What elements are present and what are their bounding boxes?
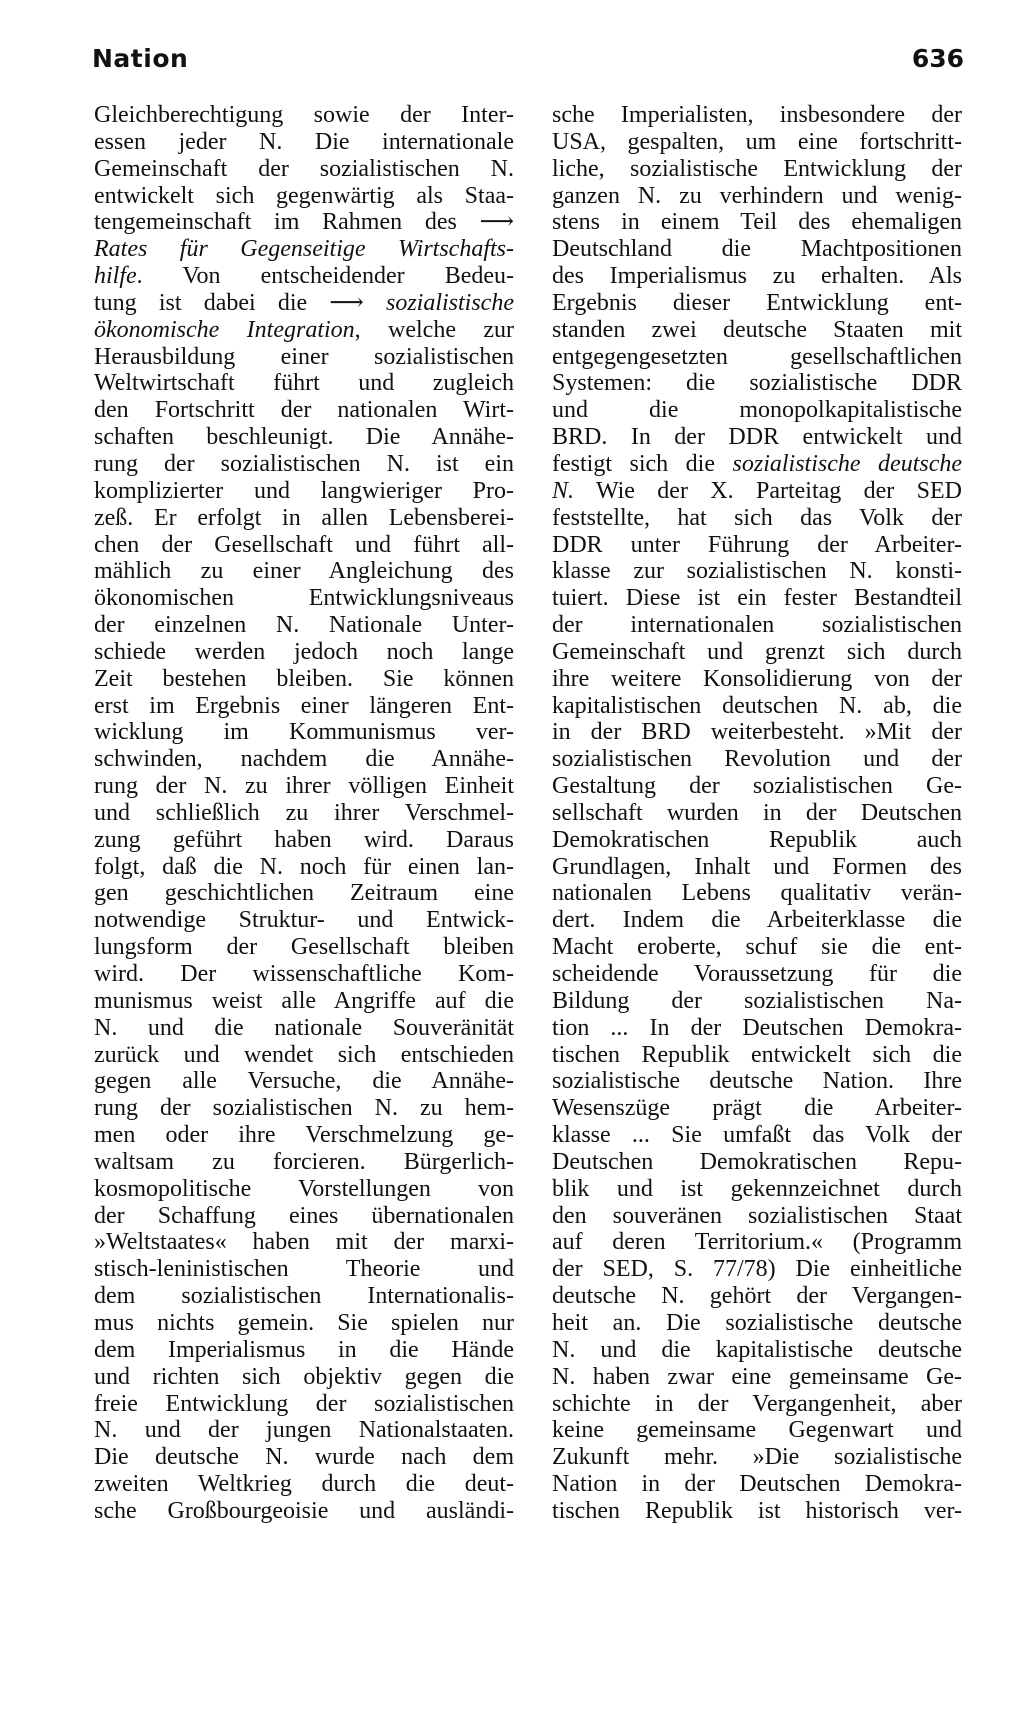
text-line: Ergebnis dieser Entwicklung ent- [552,289,962,316]
text-line: Zukunft mehr. »Die sozialistische [552,1444,962,1471]
text-line: chen der Gesellschaft und führt all- [94,531,514,558]
text-line: schaften beschleunigt. Die Annähe- [94,424,514,451]
text-line: Macht eroberte, schuf sie die ent- [552,934,962,961]
text-line: dert. Indem die Arbeiterklasse die [552,907,962,934]
text-line: ihre weitere Konsolidierung von der [552,665,962,692]
text-line: tischen Republik entwickelt sich die [552,1041,962,1068]
text-line: ganzen N. zu verhindern und wenig- [552,182,962,209]
text-line: der SED, S. 77/78) Die einheitliche [552,1256,962,1283]
text-line: stisch-leninistischen Theorie und [94,1256,514,1283]
text-line: ökonomischen Entwicklungsniveaus [94,585,514,612]
text-line: munismus weist alle Angriffe auf die [94,987,514,1014]
text-line: schichte in der Vergangenheit, aber [552,1390,962,1417]
text-line: den souveränen sozialistischen Staat [552,1202,962,1229]
text-line: essen jeder N. Die internationale [94,128,514,155]
text-line: dem sozialistischen Internationalis- [94,1283,514,1310]
text-line: liche, sozialistische Entwicklung der [552,155,962,182]
text-line: keine gemeinsame Gegenwart und [552,1417,962,1444]
text-line: tuiert. Diese ist ein fester Bestandteil [552,585,962,612]
text-line: mus nichts gemein. Sie spielen nur [94,1309,514,1336]
text-line: wicklung im Kommunismus ver- [94,719,514,746]
text-line: komplizierter und langwieriger Pro- [94,477,514,504]
text-line: ökonomische Integration, welche zur [94,316,514,343]
text-line: den Fortschritt der nationalen Wirt- [94,397,514,424]
text-line: feststellte, hat sich das Volk der [552,504,962,531]
text-line: dem Imperialismus in die Hände [94,1336,514,1363]
text-line: entwickelt sich gegenwärtig als Staa- [94,182,514,209]
text-line: Gemeinschaft und grenzt sich durch [552,638,962,665]
text-line: und richten sich objektiv gegen die [94,1363,514,1390]
text-line: Nation in der Deutschen Demokra- [552,1471,962,1498]
text-line: men oder ihre Verschmelzung ge- [94,1122,514,1149]
text-line: gegen alle Versuche, die Annähe- [94,1068,514,1095]
text-line: klasse ... Sie umfaßt das Volk der [552,1122,962,1149]
text-line: rung der sozialistischen N. ist ein [94,450,514,477]
text-line: Deutschen Demokratischen Repu- [552,1148,962,1175]
text-line: hilfe. Von entscheidender Bedeu- [94,263,514,290]
text-line: deutsche N. gehört der Vergangen- [552,1283,962,1310]
text-line: rung der N. zu ihrer völligen Einheit [94,773,514,800]
text-line: scheidende Voraussetzung für die [552,961,962,987]
text-line: sozialistischen Revolution und der [552,746,962,773]
text-line: tischen Republik ist historisch ver- [552,1497,962,1524]
text-line: blik und ist gekennzeichnet durch [552,1175,962,1202]
text-line: schiede werden jedoch noch lange [94,638,514,665]
text-line: N. haben zwar eine gemeinsame Ge- [552,1363,962,1390]
text-line: Die deutsche N. wurde nach dem [94,1444,514,1471]
text-line: zung geführt haben wird. Daraus [94,826,514,853]
text-line: sellschaft wurden in der Deutschen [552,799,962,826]
text-line: der einzelnen N. Nationale Unter- [94,612,514,639]
text-line: auf deren Territorium.« (Programm [552,1229,962,1256]
text-line: stens in einem Teil des ehemaligen [552,209,962,236]
text-line: Deutschland die Machtpositionen [552,236,962,263]
text-line: Rates für Gegenseitige Wirtschafts- [94,236,514,263]
text-line: gen geschichtlichen Zeitraum eine [94,880,514,907]
text-line: Zeit bestehen bleiben. Sie können [94,665,514,692]
text-line: Gemeinschaft der sozialistischen N. [94,155,514,182]
text-line: notwendige Struktur- und Entwick- [94,907,514,934]
text-line: Demokratischen Republik auch [552,826,962,853]
text-line: nationalen Lebens qualitativ verän- [552,880,962,907]
text-line: »Weltstaates« haben mit der marxi- [94,1229,514,1256]
text-line: tion ... In der Deutschen Demokra- [552,1014,962,1041]
text-line: kapitalistischen deutschen N. ab, die [552,692,962,719]
text-line: klasse zur sozialistischen N. konsti- [552,558,962,585]
text-line: Weltwirtschaft führt und zugleich [94,370,514,397]
text-line: Herausbildung einer sozialistischen [94,343,514,370]
text-line: Gestaltung der sozialistischen Ge- [552,773,962,800]
text-line: N. und der jungen Nationalstaaten. [94,1417,514,1444]
text-line: USA, gespalten, um eine fortschritt- [552,128,962,155]
text-line: sozialistische deutsche Nation. Ihre [552,1068,962,1095]
text-line: des Imperialismus zu erhalten. Als [552,263,962,290]
text-line: DDR unter Führung der Arbeiter- [552,531,962,558]
header-keyword: Nation [92,44,189,73]
text-line: in der BRD weiterbesteht. »Mit der [552,719,962,746]
text-line: und schließlich zu ihrer Verschmel- [94,799,514,826]
text-line: sche Großbourgeoisie und ausländi- [94,1497,514,1524]
right-text-column [552,102,962,1525]
text-line: tung ist dabei die ⟶ sozialistische [94,289,514,316]
text-line: waltsam zu forcieren. Bürgerlich- [94,1148,514,1175]
text-line: schwinden, nachdem die Annähe- [94,746,514,773]
text-line: N. Wie der X. Parteitag der SED [552,477,962,504]
text-line: der Schaffung eines übernationalen [94,1202,514,1229]
text-line: wird. Der wissenschaftliche Kom- [94,961,514,987]
text-line: kosmopolitische Vorstellungen von [94,1175,514,1202]
text-line: Wesenszüge prägt die Arbeiter- [552,1095,962,1122]
text-line: zweiten Weltkrieg durch die deut- [94,1471,514,1498]
text-line: zeß. Er erfolgt in allen Lebensberei- [94,504,514,531]
text-line: lungsform der Gesellschaft bleiben [94,934,514,961]
text-line: mählich zu einer Angleichung des [94,558,514,585]
left-text-column [94,102,514,1525]
text-line: heit an. Die sozialistische deutsche [552,1309,962,1336]
text-line: freie Entwicklung der sozialistischen [94,1390,514,1417]
text-line: entgegengesetzten gesellschaftlichen [552,343,962,370]
text-line: zurück und wendet sich entschieden [94,1041,514,1068]
text-line: sche Imperialisten, insbesondere der [552,102,962,128]
text-line: der internationalen sozialistischen [552,612,962,639]
text-line: standen zwei deutsche Staaten mit [552,316,962,343]
text-line: festigt sich die sozialistische deutsche [552,450,962,477]
text-line: Gleichberechtigung sowie der Inter- [94,102,514,128]
page-number: 636 [911,44,964,73]
text-line: BRD. In der DDR entwickelt und [552,424,962,451]
text-line: Bildung der sozialistischen Na- [552,987,962,1014]
text-line: Grundlagen, Inhalt und Formen des [552,853,962,880]
text-line: tengemeinschaft im Rahmen des ⟶ [94,209,514,236]
text-line: N. und die kapitalistische deutsche [552,1336,962,1363]
text-line: erst im Ergebnis einer längeren Ent- [94,692,514,719]
text-line: Systemen: die sozialistische DDR [552,370,962,397]
text-line: und die monopolkapitalistische [552,397,962,424]
text-line: rung der sozialistischen N. zu hem- [94,1095,514,1122]
text-line: N. und die nationale Souveränität [94,1014,514,1041]
text-line: folgt, daß die N. noch für einen lan- [94,853,514,880]
